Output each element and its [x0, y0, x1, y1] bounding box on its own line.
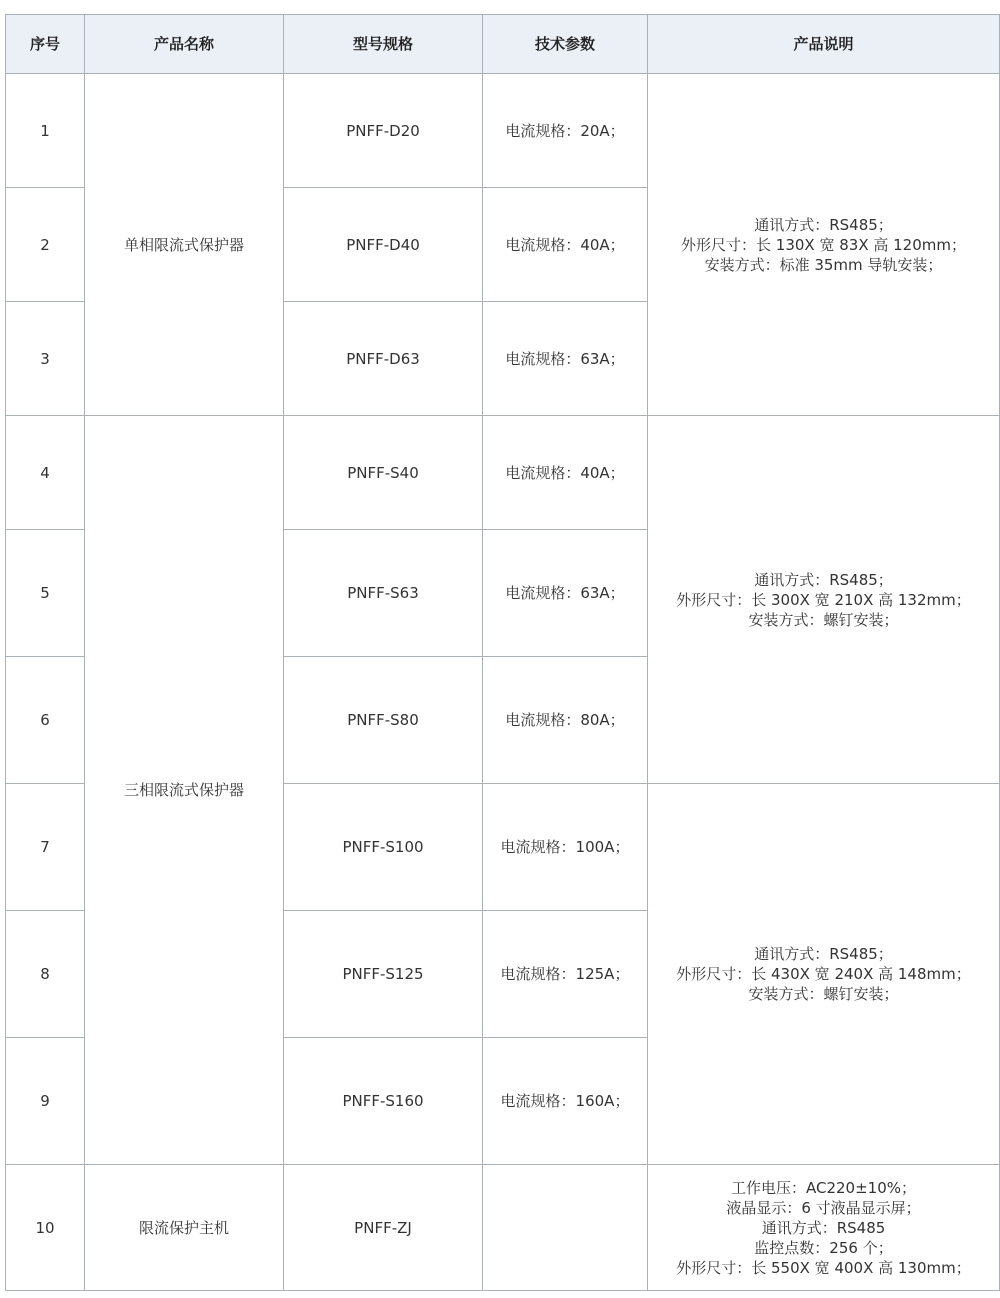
row-no: 9	[6, 1038, 85, 1165]
row-model: PNFF-S80	[284, 657, 483, 784]
header-tech-params: 技术参数	[483, 15, 648, 74]
row-param: 电流规格：40A；	[483, 188, 648, 302]
desc-line: 外形尺寸：长 430X 宽 240X 高 148mm；	[676, 965, 971, 983]
desc-line: 外形尺寸：长 130X 宽 83X 高 120mm；	[681, 235, 966, 254]
desc-line: 通讯方式：RS485；	[754, 570, 893, 589]
row-param: 电流规格：160A；	[483, 1038, 648, 1165]
desc-line: 外形尺寸：长 550X 宽 400X 高 130mm；	[676, 1258, 971, 1277]
desc-line: 工作电压：AC220±10%；	[730, 1178, 916, 1197]
row-param: 电流规格：63A；	[483, 530, 648, 657]
header-model: 型号规格	[284, 15, 483, 74]
row-model: PNFF-ZJ	[284, 1165, 483, 1291]
row-no: 7	[6, 784, 85, 911]
product-description	[648, 1165, 1000, 1291]
row-param: 电流规格：125A；	[483, 911, 648, 1038]
desc-line: 液晶显示：6 寸液晶显示屏；	[726, 1198, 921, 1217]
row-model: PNFF-D63	[284, 302, 483, 416]
product-description	[648, 74, 1000, 416]
header-no: 序号	[6, 15, 85, 74]
row-model: PNFF-D40	[284, 188, 483, 302]
desc-line: 通讯方式：RS485；	[754, 945, 893, 963]
row-no: 4	[6, 416, 85, 530]
row-param: 电流规格：40A；	[483, 416, 648, 530]
table-row	[6, 1165, 1000, 1291]
desc-line: 通讯方式：RS485；	[754, 215, 893, 234]
product-name: 三相限流式保护器	[85, 416, 284, 1165]
table-row	[6, 74, 1000, 188]
header-product-name: 产品名称	[85, 15, 284, 74]
row-param: 电流规格：20A；	[483, 74, 648, 188]
row-param: 电流规格：100A；	[483, 784, 648, 911]
row-param: 电流规格：80A；	[483, 657, 648, 784]
table-header-row	[6, 15, 1000, 74]
row-no: 10	[6, 1165, 85, 1291]
row-no: 8	[6, 911, 85, 1038]
product-name: 限流保护主机	[85, 1165, 284, 1291]
row-model: PNFF-S40	[284, 416, 483, 530]
row-model: PNFF-D20	[284, 74, 483, 188]
product-description	[648, 784, 1000, 1165]
row-no: 1	[6, 74, 85, 188]
row-model: PNFF-S125	[284, 911, 483, 1038]
desc-line: 通讯方式：RS485	[761, 1218, 886, 1237]
desc-line: 安装方式：标准 35mm 导轨安装；	[704, 255, 943, 274]
desc-line: 安装方式：螺钉安装；	[748, 610, 899, 629]
product-name: 单相限流式保护器	[85, 74, 284, 416]
row-param	[483, 1165, 648, 1291]
row-param: 电流规格：63A；	[483, 302, 648, 416]
row-no: 3	[6, 302, 85, 416]
desc-line: 安装方式：螺钉安装；	[748, 985, 899, 1003]
row-model: PNFF-S100	[284, 784, 483, 911]
desc-line: 监控点数：256 个；	[754, 1238, 893, 1257]
desc-line: 外形尺寸：长 300X 宽 210X 高 132mm；	[676, 590, 971, 609]
row-no: 6	[6, 657, 85, 784]
table-row	[6, 416, 1000, 530]
row-model: PNFF-S160	[284, 1038, 483, 1165]
row-no: 5	[6, 530, 85, 657]
product-spec-table	[5, 14, 1000, 1291]
row-no: 2	[6, 188, 85, 302]
header-description: 产品说明	[648, 15, 1000, 74]
row-model: PNFF-S63	[284, 530, 483, 657]
product-description	[648, 416, 1000, 784]
